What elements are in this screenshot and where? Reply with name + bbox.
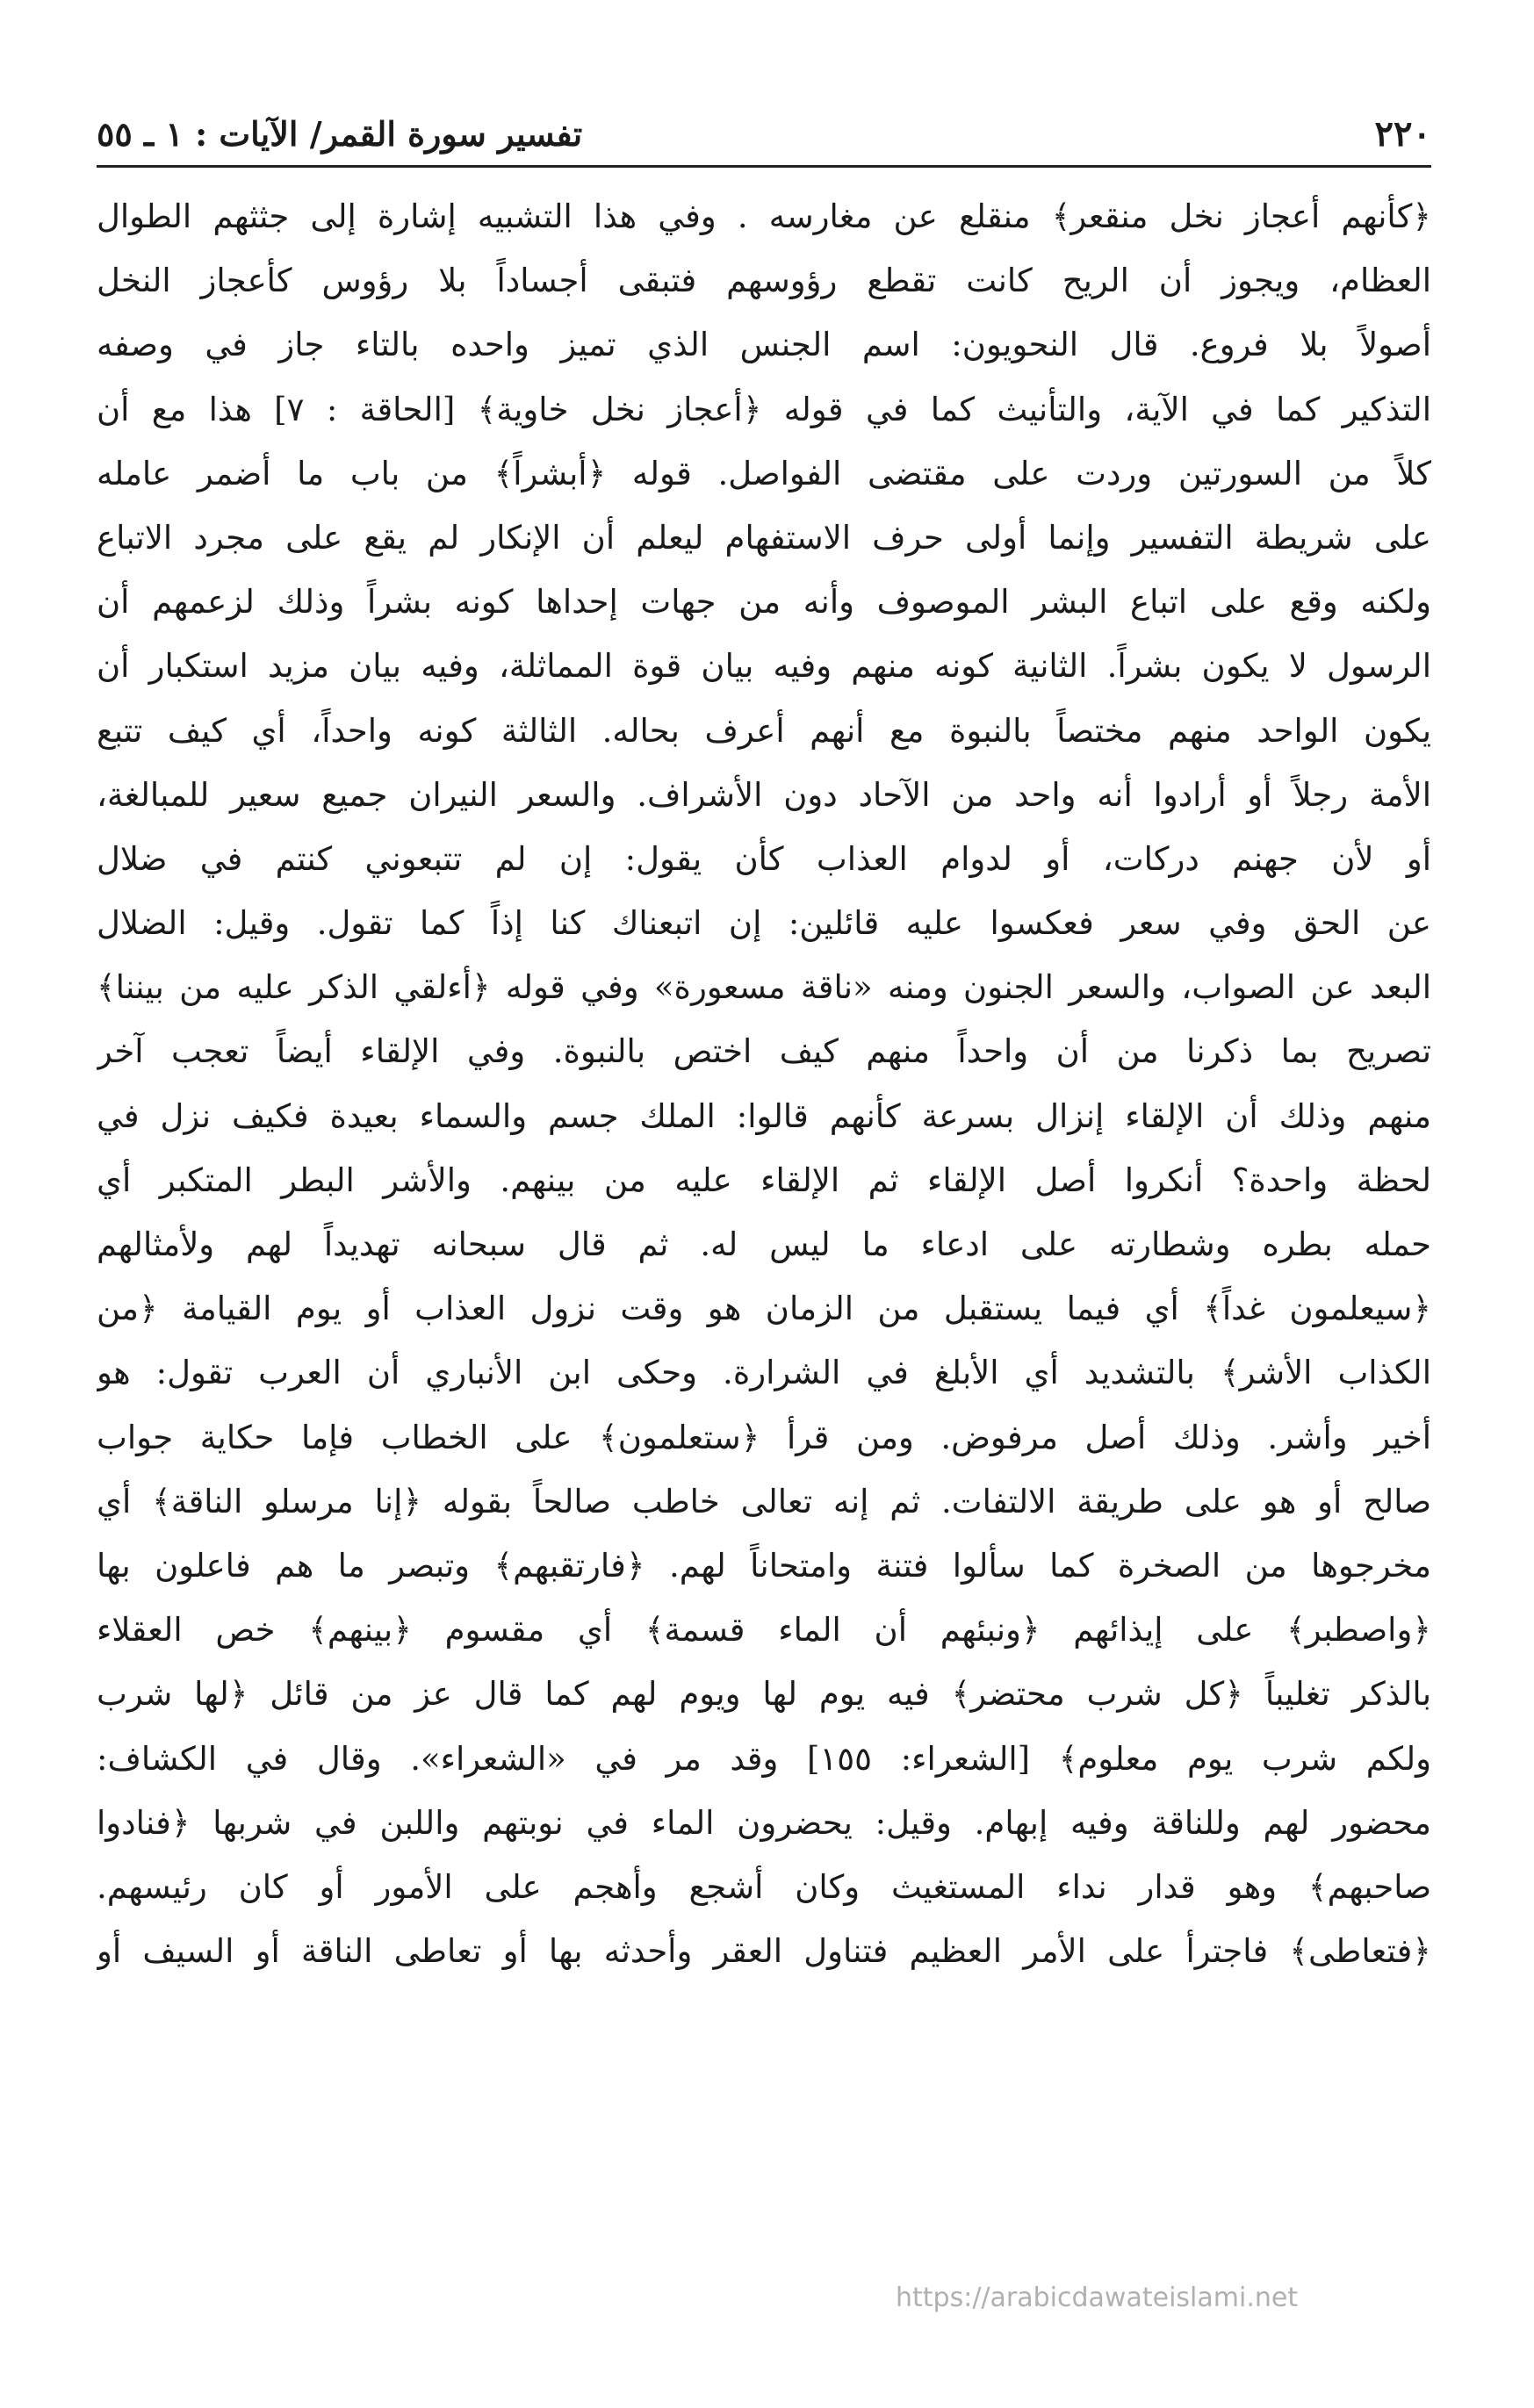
text-line: صالح أو هو على طريقة الالتفات. ثم إنه تعالى خاطب صالحاً بقوله ﴿إنا مرسلو الناقة﴾ أي (97, 1482, 1431, 1520)
text-line: لحظة واحدة؟ أنكروا أصل الإلقاء ثم الإلقاء عليه من بينهم. والأشر البطر المتكبر أي (97, 1161, 1431, 1199)
page-number: ٢٢٠ (1374, 113, 1431, 155)
watermark-url: https://arabicdawateislami.net (896, 2282, 1299, 2313)
text-line: محضور لهم وللناقة وفيه إبهام. وقيل: يحضرون الماء في نوبتهم واللبن في شربها ﴿فنادوا (97, 1803, 1431, 1842)
text-line: ولكنه وقع على اتباع البشر الموصوف وأنه من جهات إحداها كونه بشراً وذلك لزعمهم أن (97, 583, 1431, 622)
text-line: كلاً من السورتين وردت على مقتضى الفواصل. قوله ﴿أبشراً﴾ من باب ما أضمر عامله (97, 454, 1431, 492)
text-line: على شريطة التفسير وإنما أولى حرف الاستفهام ليعلم أن الإنكار لم يقع على مجرد الاتباع (97, 518, 1431, 557)
text-line: التذكير كما في الآية، والتأنيث كما في قوله ﴿أعجاز نخل خاوية﴾ [الحاقة : ٧] هذا مع أن (97, 390, 1431, 428)
text-line: مخرجوها من الصخرة كما سألوا فتنة وامتحاناً لهم. ﴿فارتقبهم﴾ وتبصر ما هم فاعلون بها (97, 1546, 1431, 1585)
text-line: ﴿سيعلمون غداً﴾ أي فيما يستقبل من الزمان هو وقت نزول العذاب أو يوم القيامة ﴿من (97, 1290, 1431, 1328)
text-line: العظام، ويجوز أن الريح كانت تقطع رؤوسهم فتبقى أجساداً بلا رؤوس كأعجاز النخل (97, 262, 1431, 300)
text-line: الكذاب الأشر﴾ بالتشديد أي الأبلغ في الشرارة. وحكى ابن الأنباري أن العرب تقول: هو (97, 1354, 1431, 1392)
text-line: حمله بطره وشطارته على ادعاء ما ليس له. ثم قال سبحانه تهديداً لهم ولأمثالهم (97, 1226, 1431, 1263)
text-line: يكون الواحد منهم مختصاً بالنبوة مع أنهم أعرف بحاله. الثالثة كونه واحداً، أي كيف تتبع (97, 711, 1431, 750)
body-text (97, 184, 1431, 1983)
text-line: منهم وذلك أن الإلقاء إنزال بسرعة كأنهم قالوا: الملك جسم والسماء بعيدة فكيف نزل في (97, 1096, 1431, 1135)
text-line: أخير وأشر. وذلك أصل مرفوض. ومن قرأ ﴿ستعلمون﴾ على الخطاب فإما حكاية جواب (97, 1418, 1431, 1456)
text-line: أصولاً بلا فروع. قال النحويون: اسم الجنس الذي تميز واحده بالتاء جاز في وصفه (97, 326, 1431, 364)
running-title: تفسير سورة القمر/ الآيات : ١ ـ ٥٥ (97, 114, 583, 154)
text-line: بالذكر تغليباً ﴿كل شرب محتضر﴾ فيه يوم لها ويوم لهم كما قال عز من قائل ﴿لها شرب (97, 1675, 1431, 1714)
text-line: ﴿كأنهم أعجاز نخل منقعر﴾ منقلع عن مغارسه . وفي هذا التشبيه إشارة إلى جثثهم الطوال (97, 198, 1431, 235)
text-line: صاحبهم﴾ وهو قدار نداء المستغيث وكان أشجع وأهجم على الأمور أو كان رئيسهم. (97, 1867, 1431, 1906)
text-line: أو لأن جهنم دركات، أو لدوام العذاب كأن يقول: إن لم تتبعوني كنتم في ضلال (97, 839, 1431, 878)
text-line: عن الحق وفي سعر فعكسوا عليه قائلين: إن اتبعناك كنا إذاً كما تقول. وقيل: الضلال (97, 904, 1431, 943)
text-line: الرسول لا يكون بشراً. الثانية كونه منهم وفيه بيان قوة المماثلة، وفيه بيان مزيد استكبار أن (97, 647, 1431, 686)
text-line: ﴿فتعاطى﴾ فاجترأ على الأمر العظيم فتناول العقر وأحدثه بها أو تعاطى الناقة أو السيف أو (97, 1932, 1431, 1971)
text-line: ولكم شرب يوم معلوم﴾ [الشعراء: ١٥٥] وقد مر في «الشعراء». وقال في الكشاف: (97, 1739, 1431, 1778)
text-line: الأمة رجلاً أو أرادوا أنه واحد من الآحاد دون الأشراف. والسعر النيران جميع سعير للمبالغة، (97, 775, 1431, 814)
text-line: البعد عن الصواب، والسعر الجنون ومنه «ناقة مسعورة» وفي قوله ﴿أءلقي الذكر عليه من بيننا﴾ (97, 968, 1431, 1007)
header-divider (97, 165, 1431, 168)
text-line: ﴿واصطبر﴾ على إيذائهم ﴿ونبئهم أن الماء قسمة﴾ أي مقسوم ﴿بينهم﴾ خص العقلاء (97, 1611, 1431, 1650)
text-line: تصريح بما ذكرنا من أن واحداً منهم كيف اختص بالنبوة. وفي الإلقاء أيضاً تعجب آخر (97, 1032, 1431, 1071)
page-header (97, 104, 1431, 165)
